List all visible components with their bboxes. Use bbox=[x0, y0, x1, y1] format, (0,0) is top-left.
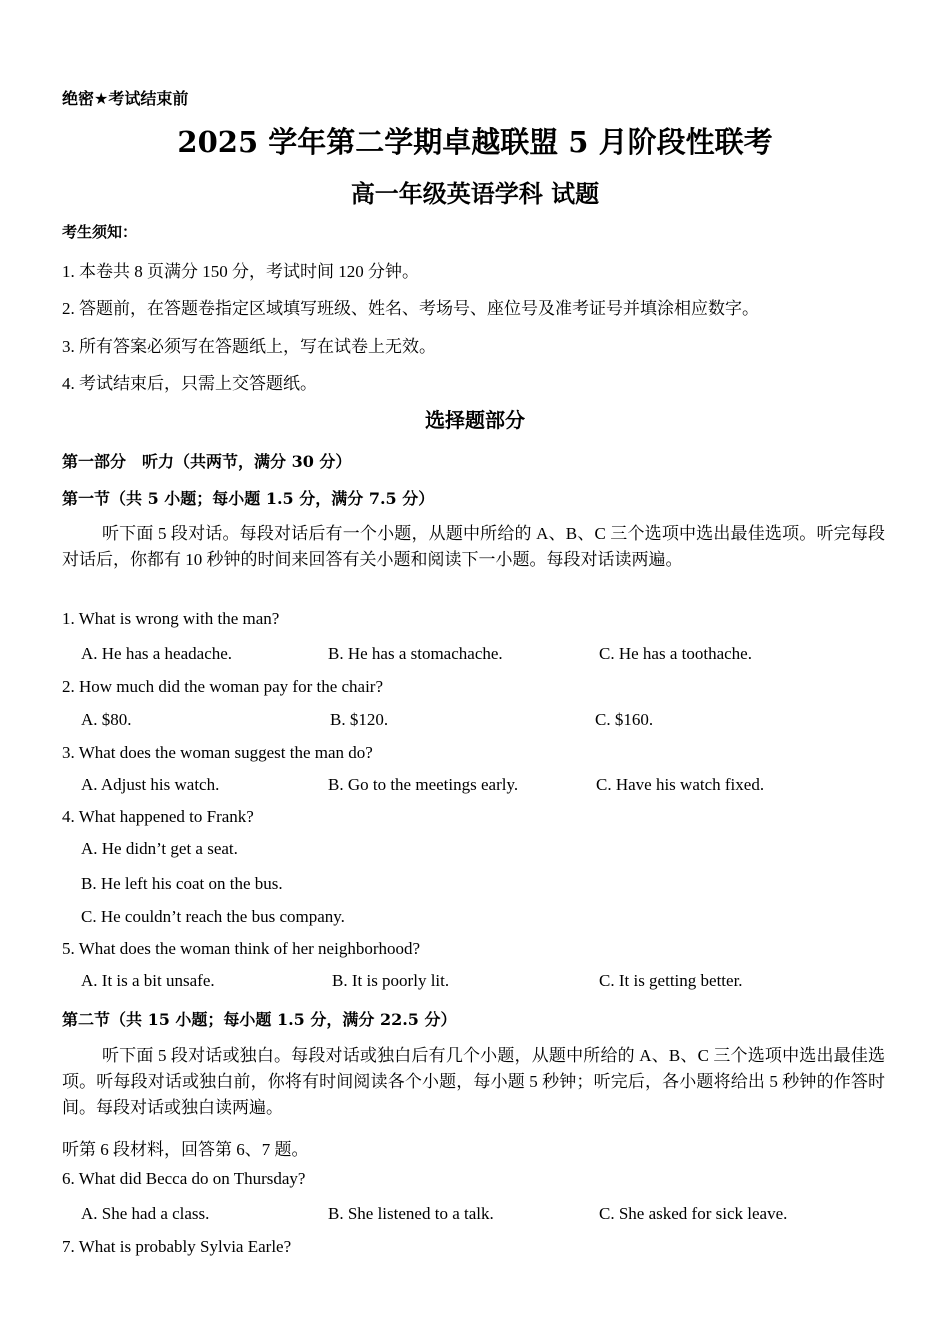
exam-subtitle: 高一年级英语学科 试题 bbox=[350, 179, 600, 208]
question-stem: 2. How much did the woman pay for the chair? bbox=[62, 677, 384, 696]
section1-instructions: 听下面 5 段对话。每段对话后有一个小题，从题中所给的 A、B、C 三个选项中选出最佳选项。听完每段对话后，你都有 10 秒钟的时间来回答有关小题和阅读下一小题。每段对话读两遍。 bbox=[62, 524, 885, 569]
option-b: B. $120. bbox=[330, 710, 389, 729]
option-b: B. Go to the meetings early. bbox=[328, 775, 519, 794]
question-stem: 6. What did Becca do on Thursday? bbox=[62, 1169, 306, 1188]
option-a: A. Adjust his watch. bbox=[81, 775, 220, 794]
option-a: A. He has a headache. bbox=[81, 644, 233, 663]
option-a: A. It is a bit unsafe. bbox=[81, 971, 215, 990]
option-a: A. He didn’t get a seat. bbox=[81, 839, 238, 858]
question-stem: 7. What is probably Sylvia Earle? bbox=[62, 1237, 292, 1256]
option-b: B. It is poorly lit. bbox=[332, 971, 450, 990]
question-stem: 1. What is wrong with the man? bbox=[62, 609, 280, 628]
part-heading: 第一部分 听力（共两节，满分 30 分） bbox=[62, 452, 352, 471]
option-a: A. $80. bbox=[81, 710, 132, 729]
option-a: A. She had a class. bbox=[81, 1204, 210, 1223]
option-b: B. He has a stomachache. bbox=[328, 644, 503, 663]
notice-item: 1. 本卷共 8 页满分 150 分，考试时间 120 分钟。 bbox=[62, 262, 419, 281]
option-b: B. She listened to a talk. bbox=[328, 1204, 494, 1223]
notice-item: 3. 所有答案必须写在答题纸上，写在试卷上无效。 bbox=[62, 337, 436, 356]
option-c: C. $160. bbox=[595, 710, 654, 729]
option-b: B. He left his coat on the bus. bbox=[81, 874, 283, 893]
notice-item: 2. 答题前，在答题卷指定区域填写班级、姓名、考场号、座位号及准考证号并填涂相应数字。 bbox=[62, 299, 759, 318]
material-instruction: 听第 6 段材料，回答第 6、7 题。 bbox=[62, 1140, 309, 1159]
section1-heading: 第一节（共 5 小题；每小题 1.5 分，满分 7.5 分） bbox=[62, 489, 435, 508]
notice-item: 4. 考试结束后，只需上交答题纸。 bbox=[62, 374, 317, 393]
section-title: 选择题部分 bbox=[425, 408, 525, 432]
exam-title: 2025 学年第二学期卓越联盟 5 月阶段性联考 bbox=[177, 125, 773, 159]
option-c: C. He couldn’t reach the bus company. bbox=[81, 907, 345, 926]
question-stem: 3. What does the woman suggest the man do? bbox=[62, 743, 373, 762]
option-c: C. He has a toothache. bbox=[599, 644, 752, 663]
notice-heading: 考生须知： bbox=[62, 223, 138, 241]
section2-heading: 第二节（共 15 小题；每小题 1.5 分，满分 22.5 分） bbox=[62, 1010, 457, 1029]
confidential-label: 绝密★考试结束前 bbox=[62, 89, 189, 108]
question-stem: 4. What happened to Frank? bbox=[62, 807, 254, 826]
option-c: C. She asked for sick leave. bbox=[599, 1204, 788, 1223]
option-c: C. It is getting better. bbox=[599, 971, 743, 990]
section2-instructions: 听下面 5 段对话或独白。每段对话或独白后有几个小题，从题中所给的 A、B、C 三个选项中选出最佳选项。听每段对话或独白前，你将有时间阅读各个小题，每小题 5 秒钟；听完后，各小题将给出 5 秒钟的作答时间。每段对话或独白读两遍。 bbox=[62, 1046, 885, 1117]
option-c: C. Have his watch fixed. bbox=[596, 775, 765, 794]
question-stem: 5. What does the woman think of her neighborhood? bbox=[62, 939, 421, 958]
